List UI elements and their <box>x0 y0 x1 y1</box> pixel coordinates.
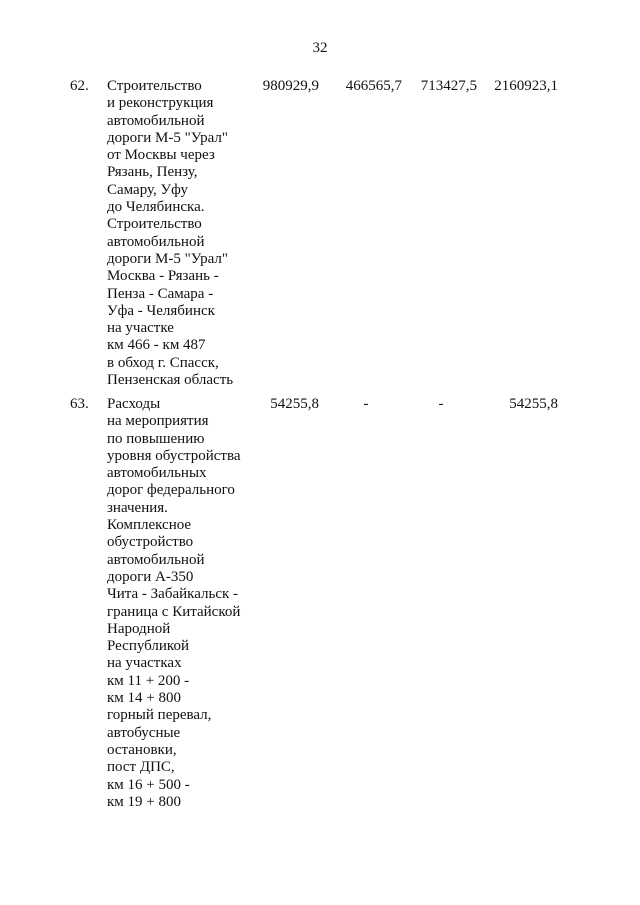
description-line: Расходы <box>107 396 161 412</box>
description-line: км 11 + 200 - <box>107 672 190 689</box>
description-line: Строительство <box>107 216 202 233</box>
description-line: в обход г. Спасск, <box>107 354 219 371</box>
description-line: Рязань, Пензу, <box>107 164 198 181</box>
description-line: Народной <box>107 620 171 637</box>
description-line: значения. <box>107 499 168 516</box>
description-line: дороги А-350 <box>107 568 194 585</box>
description-line: Пенза - Самара - <box>107 285 214 302</box>
description-line: Москва - Рязань - <box>107 268 219 285</box>
description-line: автобусные <box>107 724 181 741</box>
description-line: на участке <box>107 320 174 337</box>
value-cell-1: 54255,8 <box>270 396 319 412</box>
description-line: дороги М-5 "Урал" <box>107 250 228 267</box>
description-line: Чита - Забайкальск - <box>107 586 239 603</box>
description-line: и реконструкция <box>107 95 214 112</box>
value-cell-2: 466565,7 <box>345 78 402 94</box>
row-description <box>107 396 257 811</box>
description-line: автомобильной <box>107 233 205 250</box>
value-cell-total: 54255,8 <box>509 396 558 412</box>
value-cell-3: - <box>438 396 444 412</box>
row-description <box>107 78 257 389</box>
description-line: до Челябинска. <box>107 199 205 216</box>
description-line: км 14 + 800 <box>107 690 181 707</box>
description-line: на участках <box>107 655 182 672</box>
value-cell-2: - <box>363 396 369 412</box>
value-cell-3: 713427,5 <box>420 78 477 94</box>
description-line: Уфа - Челябинск <box>107 302 215 319</box>
value-cell-total: 2160923,1 <box>494 78 558 94</box>
description-line: на мероприятия <box>107 413 209 430</box>
description-line: по повышению <box>107 430 205 447</box>
row-number: 63. <box>70 396 89 412</box>
description-line: остановки, <box>107 741 177 758</box>
description-line: Комплексное <box>107 517 192 534</box>
description-line: Республикой <box>107 638 189 655</box>
description-line: пост ДПС, <box>107 759 175 776</box>
value-cell-1: 980929,9 <box>262 78 319 94</box>
description-line: граница с Китайской <box>107 603 241 620</box>
description-line: от Москвы через <box>107 147 215 164</box>
row-number: 62. <box>70 78 89 94</box>
description-line: уровня обустройства <box>107 447 241 464</box>
description-line: Строительство <box>107 78 202 94</box>
description-line: автомобильных <box>107 465 207 482</box>
description-line: км 19 + 800 <box>107 793 181 810</box>
description-line: дороги М-5 "Урал" <box>107 129 228 146</box>
description-line: горный перевал, <box>107 707 212 724</box>
description-line: дорог федерального <box>107 482 235 499</box>
description-line: Пензенская область <box>107 372 234 389</box>
description-line: автомобильной <box>107 551 205 568</box>
page-number: 32 <box>312 40 328 56</box>
description-line: обустройство <box>107 534 194 551</box>
description-line: автомобильной <box>107 112 205 129</box>
description-line: Самару, Уфу <box>107 181 188 198</box>
description-line: км 16 + 500 - <box>107 776 190 793</box>
description-line: км 466 - км 487 <box>107 337 206 354</box>
